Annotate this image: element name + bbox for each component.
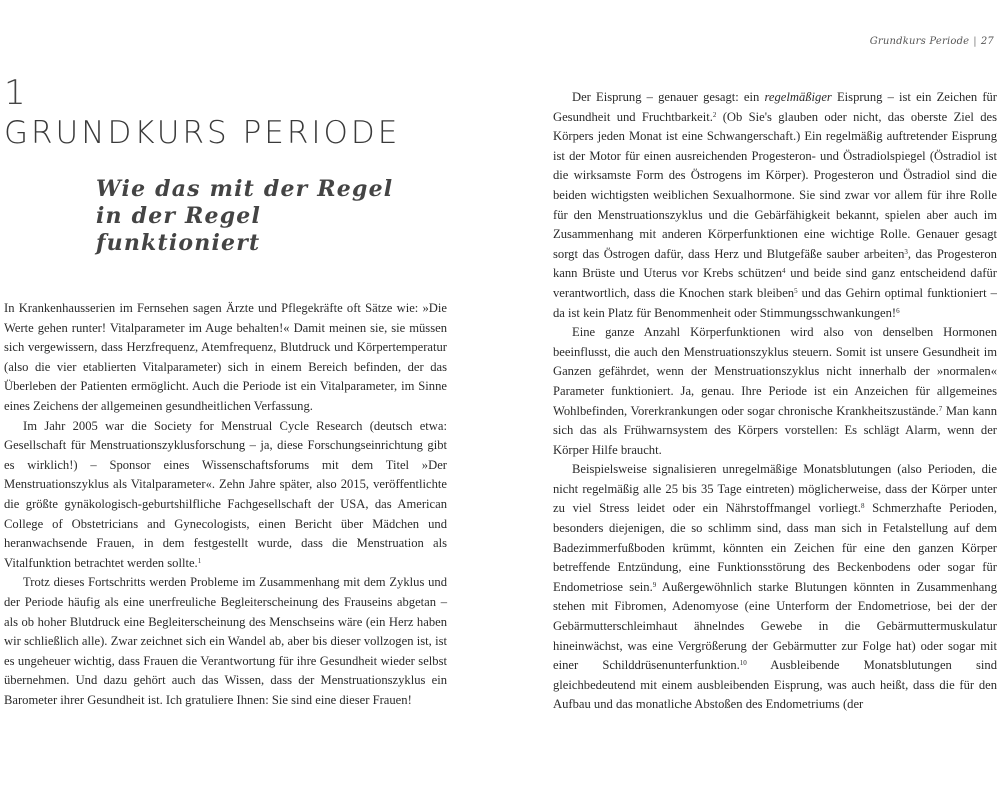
paragraph — [553, 88, 997, 323]
footnote-ref[interactable]: 4 — [782, 267, 786, 276]
paragraph-text: In Krankenhausserien im Fernsehen sagen Ärzte und Pflegekräfte oft Sätze wie: »Die Werte gehen runter! Vitalparameter im Auge behalten!« Damit meinen sie, sie müssen sich vergewissern, dass Herzfrequenz, Atemfrequenz, Blutdruck und Körpertemperatur (also die vier etablierten Vitalparameter) sich in einem Bereich befinden, der das Überleben der Patienten ermöglicht. Auch die Periode ist ein Vitalparameter, im Sinne eines Zeichens der allgemeinen gesundheitlichen Verfassung. — [4, 301, 447, 413]
left-body-text — [4, 299, 447, 710]
paragraph-text: Beispielsweise signalisieren unregelmäßige Monatsblutungen (also Perioden, die nicht regelmäßig alle 25 bis 35 Tage eintreten) möglicherweise, dass der Körper unter zu viel Stress leidet oder ein Nährstoffmangel vorliegt. — [553, 462, 997, 516]
footnote-ref[interactable]: 7 — [938, 404, 943, 413]
page-number: 27 — [980, 36, 994, 47]
emphasis: regelmäßiger — [764, 90, 832, 104]
paragraph-text: (Ob Sie's glauben oder nicht, das oberste Ziel des Körpers jeden Monat ist eine Schwangerschaft.) Ein regelmäßig auftretender Eisprung ist der Motor für einen ausreichenden Progesteron- und Östradiolspiegel (Östradiol ist die wirksamste Form des Östrogens im Körper). Progesteron und Östradiol sind die beiden wichtigsten weiblichen Sexualhormone. Sie sind zwar vor allem für ihre Rolle für den Menstruationszyklus und die Gebärfähigkeit bekannt, spielen aber auch im Zusammenhang mit anderen Körperfunktionen eine wichtige Rolle. Genauer gesagt sorgt das Östrogen dafür, dass Herz und Blutgefäße sauber arbeiten — [553, 109, 997, 261]
chapter-title: GRUNDKURS PERIODE — [4, 115, 401, 151]
running-head — [870, 36, 994, 47]
footnote-ref[interactable]: 1 — [197, 556, 202, 565]
paragraph — [553, 460, 997, 715]
footnote-ref[interactable]: 6 — [896, 306, 900, 315]
paragraph — [553, 323, 997, 460]
paragraph-text: Eisprung – ist ein Zeichen für Gesundheit und Fruchtbarkeit. — [553, 90, 997, 124]
footnote-ref[interactable]: 10 — [739, 659, 747, 668]
chapter-subtitle-line-2: in der Regel funktioniert — [96, 203, 262, 256]
paragraph-text: und das Gehirn optimal funktioniert – da ist kein Platz für Benommenheit oder Stimmungsschwankungen! — [553, 285, 997, 320]
paragraph-text: Schmerzhafte Perioden, besonders diejenigen, die so schlimm sind, dass man sich in Fetalstellung auf dem Badezimmerfußboden krümmt, könnten ein Zeichen für eine den ganzen Körper betreffende Entzündung, eine Funktionsstörung des Beckenbodens oder sogar für Endometriose sein. — [553, 501, 997, 594]
footnote-ref[interactable]: 2 — [712, 110, 717, 119]
footnote-ref[interactable]: 9 — [652, 580, 657, 589]
right-body-text — [553, 88, 997, 715]
left-page — [0, 0, 470, 800]
chapter-number: 1 — [4, 73, 26, 113]
paragraph — [4, 299, 447, 417]
paragraph-text: Trotz dieses Fortschritts werden Probleme im Zusammenhang mit dem Zyklus und der Periode häufig als eine unerfreuliche Begleiterscheinung des Frauseins abgetan – als ob hoher Blutdruck eine Begleiterscheinung des Menschseins wäre (ein Herz haben wir schließlich alle). Zwar zeichnet sich ein Wandel ab, aber bis dieser vollzogen ist, ist es ungeheuer wichtig, dass Frauen die Verantwortung für ihre Gesundheit wieder selbst übernehmen. Und dazu gehört auch das Wissen, dass der Menstruationszyklus ein Barometer ihrer Gesundheit ist. Ich gratuliere Ihnen: Sie sind eine dieser Frauen! — [4, 575, 447, 707]
paragraph-text: Der Eisprung – genauer gesagt: ein — [572, 90, 765, 104]
paragraph-text: Außergewöhnlich starke Blutungen könnten in Zusammenhang stehen mit Fibromen, Adenomyose (eine Unterform der Endometriose, bei der der Gebärmutterschleimhaut ähnelndes Gewebe in die Gebärmuttermuskulatur hineinwächst, was eine Vergrößerung der Gebärmutter zur Folge hat) oder sogar mit einer Schilddrüsenunterfunktion. — [553, 579, 997, 673]
running-head-title: Grundkurs Periode — [869, 36, 970, 47]
paragraph-text: und beide sind ganz entscheidend dafür verantwortlich, dass die Knochen stark bleiben — [553, 266, 997, 300]
paragraph-text: Im Jahr 2005 war die Society for Menstrual Cycle Research (deutsch etwa: Gesellschaft für Menstruationszyklusforschung – ja, diese Forschungseinrichtung gibt es wirklich!) – Sponsor eines Wissenschaftsforums mit dem Titel »Der Menstruationszyklus als Vitalparameter«. Zehn Jahre später, also 2015, veröffentlichte die größte gynäkologisch-geburtshilfliche Fachgesellschaft der USA, das American College of Obstetricians and Gynecologists, einen Bericht über Mädchen und heranwachsende Frauen, in dem festgestellt wurde, dass die Menstruation als Vitalfunktion betrachtet werden sollte. — [4, 418, 447, 570]
footnote-ref[interactable]: 8 — [860, 502, 865, 511]
right-page — [520, 0, 1000, 800]
paragraph-text: Ausbleibende Monatsblutungen sind gleichbedeutend mit einem ausbleibenden Eisprung, was auch heißt, dass die für den Aufbau und das monatliche Abstoßen des Endometriums (der — [553, 658, 997, 712]
footnote-ref[interactable]: 3 — [904, 247, 908, 256]
paragraph — [4, 417, 447, 574]
paragraph — [4, 573, 447, 710]
running-head-separator: | — [973, 36, 977, 47]
paragraph-text: Man kann sich das als Frühwarnsystem des Körpers vorstellen: Es schlägt Alarm, wenn der Körper Hilfe braucht. — [553, 403, 997, 457]
paragraph-text: Eine ganze Anzahl Körperfunktionen wird also von denselben Hormonen beeinflusst, die auch den Menstruationszyklus steuern. Somit ist unsere Gesundheit im Ganzen gefährdet, wenn der Menstruationszyklus nicht innerhalb der »normalen« Parameter funktioniert. Ja, genau. Ihre Periode ist ein Anzeichen für allgemeines Wohlbefinden, Vorerkrankungen oder sogar chronische Krankheitszustände. — [553, 325, 997, 418]
chapter-subtitle — [96, 176, 396, 257]
paragraph-text: , das Progesteron kann Brüste und Uterus vor Krebs schützen — [553, 246, 997, 281]
footnote-ref[interactable]: 5 — [794, 286, 798, 295]
chapter-subtitle-line-1: Wie das mit der Regel — [96, 176, 394, 202]
